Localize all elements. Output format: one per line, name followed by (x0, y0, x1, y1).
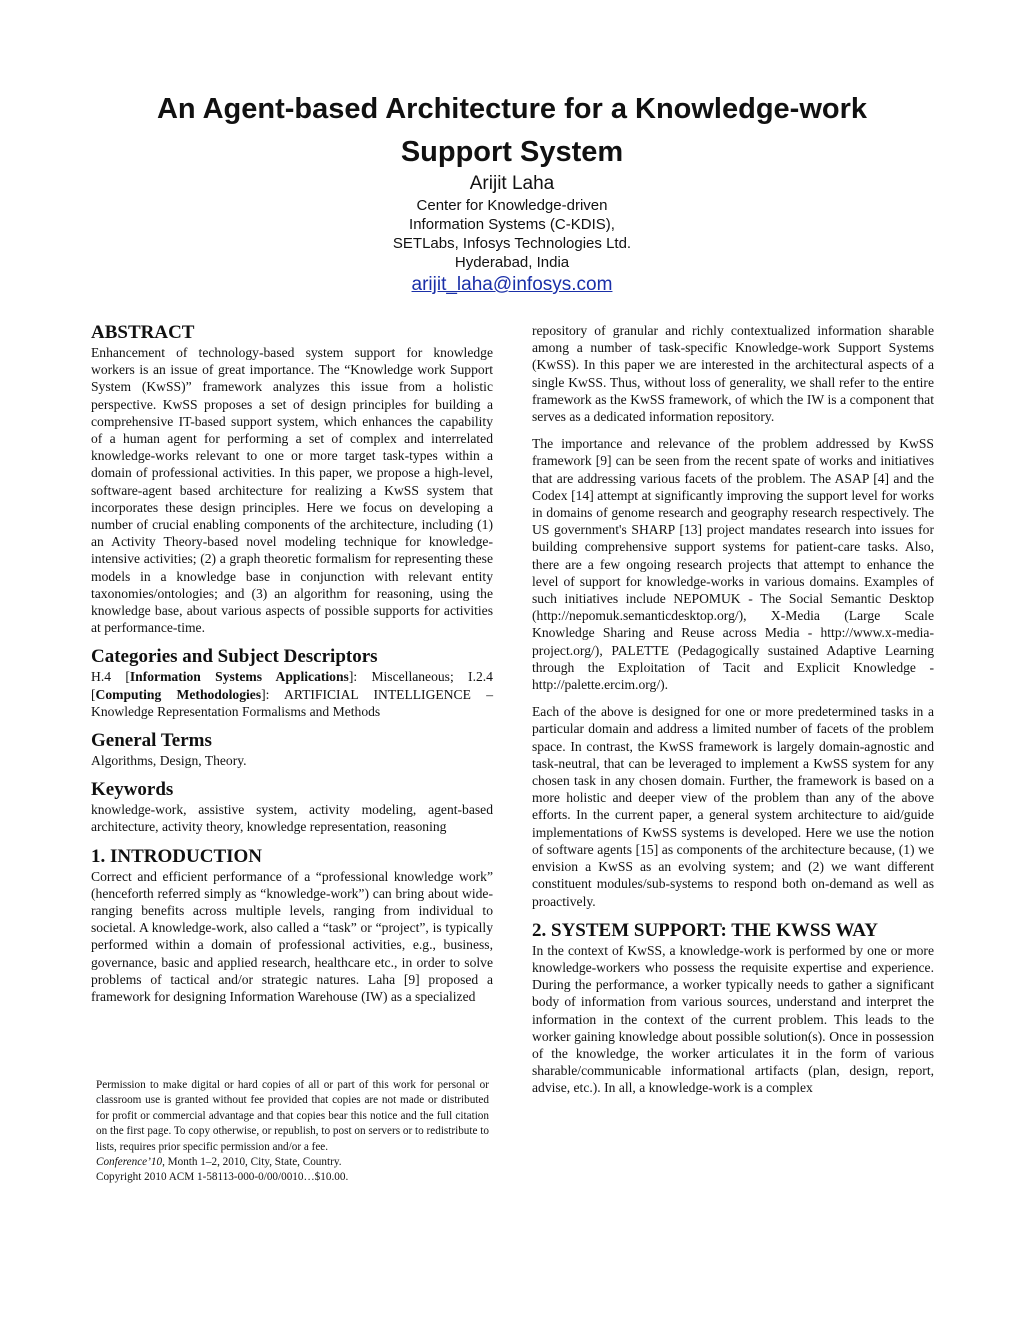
categories-text: H.4 [Information Systems Applications]: Miscellaneous; I.2.4 [Computing Methodologies]: ARTIFICIAL INTELLIGENCE – Knowledge Representation Formalisms and Methods (91, 669, 493, 719)
right-paragraph-3: Each of the above is designed for one or more predetermined tasks in a particular domain and address a limited number of facets of the problem space. In contrast, the KwSS framework is largely domain-agnostic and task-neutral, that can be leveraged to implement a KwSS system for any chosen task in any chosen domain. Further, the framework is based on a more holistic and deeper view of the problem than any of the above efforts. In the current paper, a general system architecture to aid/guide implementations of KwSS systems is developed. Here we use the notion of software agents [15] as components of the architecture because, (1) we envision a KwSS as an evolving system; and (2) we want different constituent modules/sub-systems to respond both on-demand as well as proactively. (532, 704, 934, 909)
abstract-heading: ABSTRACT (91, 322, 195, 343)
affiliation-line-4: Hyderabad, India (454, 254, 570, 271)
section-2-heading: 2. SYSTEM SUPPORT: THE KWSS WAY (532, 919, 878, 941)
permission-notice (96, 1078, 489, 1186)
affiliation-line-3: SETLabs, Infosys Technologies Ltd. (392, 235, 632, 252)
author-name: Arijit Laha (469, 173, 555, 194)
conference-line: Conference’10, Month 1–2, 2010, City, State, Country. (96, 1156, 342, 1169)
keywords-text: knowledge-work, assistive system, activity modeling, agent-based architecture, activity theory, knowledge representation, reasoning (91, 802, 493, 835)
keywords-heading: Keywords (91, 779, 174, 801)
right-paragraph-2: The importance and relevance of the problem addressed by KwSS framework [9] can be seen from the recent spate of works and initiatives that are addressing various facets of the problem. The ASAP [4] and the Codex [14] attempt at significantly improving the support level for works in domains of genome research and geography research respectively. The US government's SHARP [13] project mandates research into issues for building comprehensive support systems for patient-care tasks. Also, there are a few ongoing research projects that attempt to enhance the level of support for knowledge-works in various domains. Examples of such initiatives include NEPOMUK - The Social Semantic Desktop (http://nepomuk.semanticdesktop.org/), X-Media (Large Scale Knowledge Sharing and Reuse across Media - http://www.x-media-project.org/), PALETTE (Pedagogically sustained Adaptive Learning through the Exploitation of Tacit and Explicit Knowledge - http://palette.ercim.org/). (532, 436, 934, 693)
left-column (91, 322, 493, 1005)
author-email-link[interactable]: arijit_laha@infosys.com (411, 274, 613, 295)
paper-title (0, 88, 1024, 174)
affiliation-line-2: Information Systems (C-KDIS), (409, 216, 615, 233)
general-terms-text: Algorithms, Design, Theory. (91, 753, 247, 769)
title-line-1: An Agent-based Architecture for a Knowledge-work (156, 93, 868, 125)
copyright-line: Copyright 2010 ACM 1-58113-000-0/00/0010…$10.00. (96, 1171, 349, 1184)
introduction-heading: 1. INTRODUCTION (91, 845, 263, 867)
general-terms-heading: General Terms (91, 730, 212, 752)
affiliation-line-1: Center for Knowledge-driven (416, 197, 608, 214)
author-block (0, 172, 1024, 298)
categories-heading: Categories and Subject Descriptors (91, 646, 378, 668)
permission-text: Permission to make digital or hard copies of all or part of this work for personal or classroom use is granted without fee provided that copies are not made or distributed for profit or commercial advantage and that copies bear this notice and the full citation on the first page. To copy otherwise, or republish, to post on servers or to redistribute to lists, requires prior specific permission and/or a fee. (96, 1079, 489, 1153)
right-paragraph-4: In the context of KwSS, a knowledge-work is performed by one or more knowledge-workers who possess the requisite expertise and experience. During the performance, a worker typically needs to gather a significant body of information from various sources, understand and interpret the information in the context of the current problem. This leads to the worker gaining knowledge about possible solution(s). Once in possession of the knowledge, the worker articulates it in the form of various sharable/communicable informational artifacts (plan, design, report, advise, etc.). In all, a knowledge-work is a complex (532, 942, 934, 1096)
right-paragraph-1: repository of granular and richly contextualized information sharable among a number of task-specific Knowledge-work Support Systems (KwSS). In this paper we are interested in the architectural aspects of a single KwSS. Thus, without loss of generality, we shall refer to the entire framework as the KwSS framework, of which the IW is a component that serves as a dedicated information repository. (532, 323, 934, 425)
right-column (532, 322, 934, 1097)
title-line-2: Support System (400, 136, 624, 168)
abstract-text: Enhancement of technology-based system support for knowledge workers is an issue of great importance. The “Knowledge work Support System (KwSS)” framework analyzes this issue from a holistic perspective. KwSS proposes a set of design principles for building a comprehensive IT-based support system, which enhances the capability of a human agent for performing a set of complex and interrelated knowledge-works relevant to one or more target task-types within a domain of professional activities. In this paper, we propose a high-level, software-agent based architecture for realizing a KwSS system that incorporates these design principles. Here we focus on developing a number of crucial enabling components of the architecture, including (1) an Activity Theory-based novel modeling technique for knowledge-intensive activities; (2) a graph theoretic formalism for representing these models in a knowledge base in conjunction with relevant entity taxonomies/ontologies; and (3) an algorithm for reasoning, using the knowledge base, about various aspects of possible supports for activities at performance-time. (91, 345, 493, 636)
introduction-text: Correct and efficient performance of a “professional knowledge work” (henceforth referred simply as “knowledge-work”) can bring about wide-ranging benefits across multiple levels, ranging from individual to societal. A knowledge-work, also called a “task” or “project”, is typically performed within a domain of professional activities, e.g., business, governance, basic and applied research, healthcare etc., in order to solve problems of tactical and/or strategic natures. Laha [9] proposed a framework for designing Information Warehouse (IW) as a specialized (91, 868, 493, 1005)
